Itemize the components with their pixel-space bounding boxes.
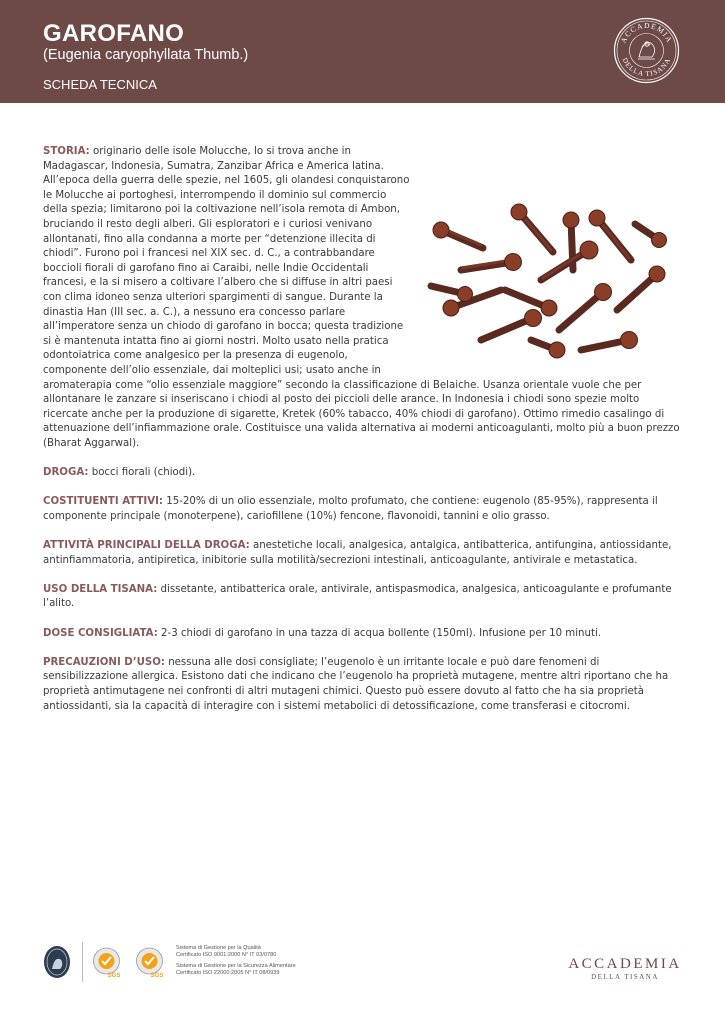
- header-band: [0, 0, 725, 103]
- section-dose: [43, 627, 683, 642]
- accademia-footer-logo-icon: [43, 945, 71, 979]
- section-label: SCHEDA TECNICA: [43, 77, 157, 92]
- section-label-costituenti: COSTITUENTI ATTIVI:: [43, 496, 163, 508]
- section-label-droga: DROGA:: [43, 467, 89, 479]
- section-droga: [43, 466, 683, 481]
- svg-text:SGS: SGS: [107, 973, 121, 979]
- svg-text:SGS: SGS: [150, 973, 164, 979]
- cert-quality: [176, 945, 276, 959]
- section-text-dose: 2-3 chiodi di garofano in una tazza di acqua bollente (150ml). Infusione per 10 minuti.: [157, 627, 602, 639]
- cert-food-line2: Certificato ISO 22000:2005 N° IT 08/0939: [176, 969, 280, 976]
- section-label-attivita: ATTIVITÀ PRINCIPALI DELLA DROGA:: [43, 540, 250, 552]
- clove-image: [421, 190, 671, 366]
- section-text-uso: dissetante, antibatterica orale, antivirale, antispasmodica, analgesica, anticoagulante e profumante l’alito.: [43, 583, 672, 610]
- section-label-uso: USO DELLA TISANA:: [43, 583, 158, 595]
- brand-tagline: DELLA TISANA: [591, 973, 659, 981]
- svg-text:DELLA TISANA: DELLA TISANA: [620, 56, 673, 79]
- sgs-certification-icon: [133, 946, 166, 979]
- botanical-name: (Eugenia caryophyllata Thumb.): [43, 47, 249, 63]
- brand-logo: [560, 956, 690, 981]
- section-attivita: [43, 539, 683, 568]
- cert-food-line1: Sistema di Gestione per la Sicurezza Alimentare: [176, 963, 296, 969]
- section-text-precauzioni: nessuna alle dosi consigliate; l’eugenolo è un irritante locale e può dare fenomeni di sensibilizzazione allergica. Esistono dati che indicano che l’eugenolo ha proprietà mutagene, mentre altri riportano che ha proprietà antimutagene nei confronti di altri mutageni chimici. Questo può essere dovuto al fatto che ha sia proprietà antiossidanti, sia la capacità di interagire con i sistemi metabolici di detossificazione, come transferasi e citocromi.: [43, 656, 669, 712]
- cert-quality-line2: Certificato ISO 9001:2000 N° IT 03/0780: [176, 951, 277, 958]
- section-label-dose: DOSE CONSIGLIATA:: [43, 627, 158, 639]
- section-text-droga: bocci fiorali (chiodi).: [88, 467, 196, 479]
- footer-divider: [82, 942, 83, 982]
- section-label-storia: STORIA:: [43, 146, 90, 157]
- sgs-certification-icon: [90, 946, 123, 979]
- section-text-costituenti: 15-20% di un olio essenziale, molto profumato, che contiene: eugenolo (85-95%), rappresenta il componente principale (monoterpene), cariofillene (10%) fencone, flavonoidi, tannini e olio grasso.: [43, 496, 658, 522]
- accademia-seal-icon: [613, 17, 680, 84]
- section-uso: [43, 583, 683, 612]
- cert-food-safety: [176, 963, 296, 977]
- section-text-attivita: anestetiche locali, analgesica, antalgica, antibatterica, antifungina, antiossidante, antinfiammatoria, antipiretica, inibitorie sulla motilità/secrezioni intestinali, anticoagulante, antivirale e metastatica.: [43, 540, 672, 566]
- section-text-storia: originario delle isole Molucche, lo si trova anche in Madagascar, Indonesia, Sumatra, Zanzibar Africa e America latina. All’epoca della guerra delle spezie, nel 1605, gli olandesi conquistarono le Molucche ai portoghesi, interrompendo il dominio sul commercio della spezia; limitarono poi la coltivazione nell’isola remota di Ambon, bruciando il resto degli alberi. Gli esploratori e i curiosi venivano allontanati, fino alla condanna a morte per “detenzione illecita di chiodi”. Furono poi i francesi nel XIX sec. d. C., a contrabbandare boccioli fiorali di garofano fino ai Caraibi, nelle Indie Occidentali francesi, e la si misero a coltivare l’albero che si diffuse in altri paesi con clima idoneo senza ulteriori spargimenti di sangue. Durante la dinastia Han (III sec. a. C.), a nessuno era concesso parlare all’imperatore senza un chiodo di garofano in bocca; questa tradizione si è mantenuta intatta fino ai giorni nostri. Molto usato nella pratica odontoiatrica come analgesico per la presenza di eugenolo, componente dell’olio essenziale, dai molteplici usi; usato anche in aromaterapia come “olio essenziale maggiore” secondo la classificazione di Belaiche. Usanza orientale vuole che per allontanare le zanzare si inseriscano i chiodi al posto dei piccioli delle arance. In Indonesia i chiodi sono spezie molto ricercate anche per la produzione di sigarette, Kretek (60% tabacco, 40% chiodi di garofano). Ottimo rimedio casalingo di attenuazione dell’infiammazione orale. Costituisce una valida alternativa ai moderni anticoagulanti, molto più a buon prezzo (Bharat Aggarwal).: [43, 146, 680, 449]
- section-costituenti: [43, 495, 683, 524]
- section-label-precauzioni: PRECAUZIONI D’USO:: [43, 656, 165, 668]
- cert-quality-line1: Sistema di Gestione per la Qualità: [176, 945, 261, 951]
- svg-text:ACCADEMIA: ACCADEMIA: [618, 20, 675, 45]
- document-body: [43, 145, 683, 729]
- page-title: GAROFANO: [43, 20, 185, 47]
- section-precauzioni: [43, 656, 683, 714]
- brand-name: ACCADEMIA: [568, 956, 682, 972]
